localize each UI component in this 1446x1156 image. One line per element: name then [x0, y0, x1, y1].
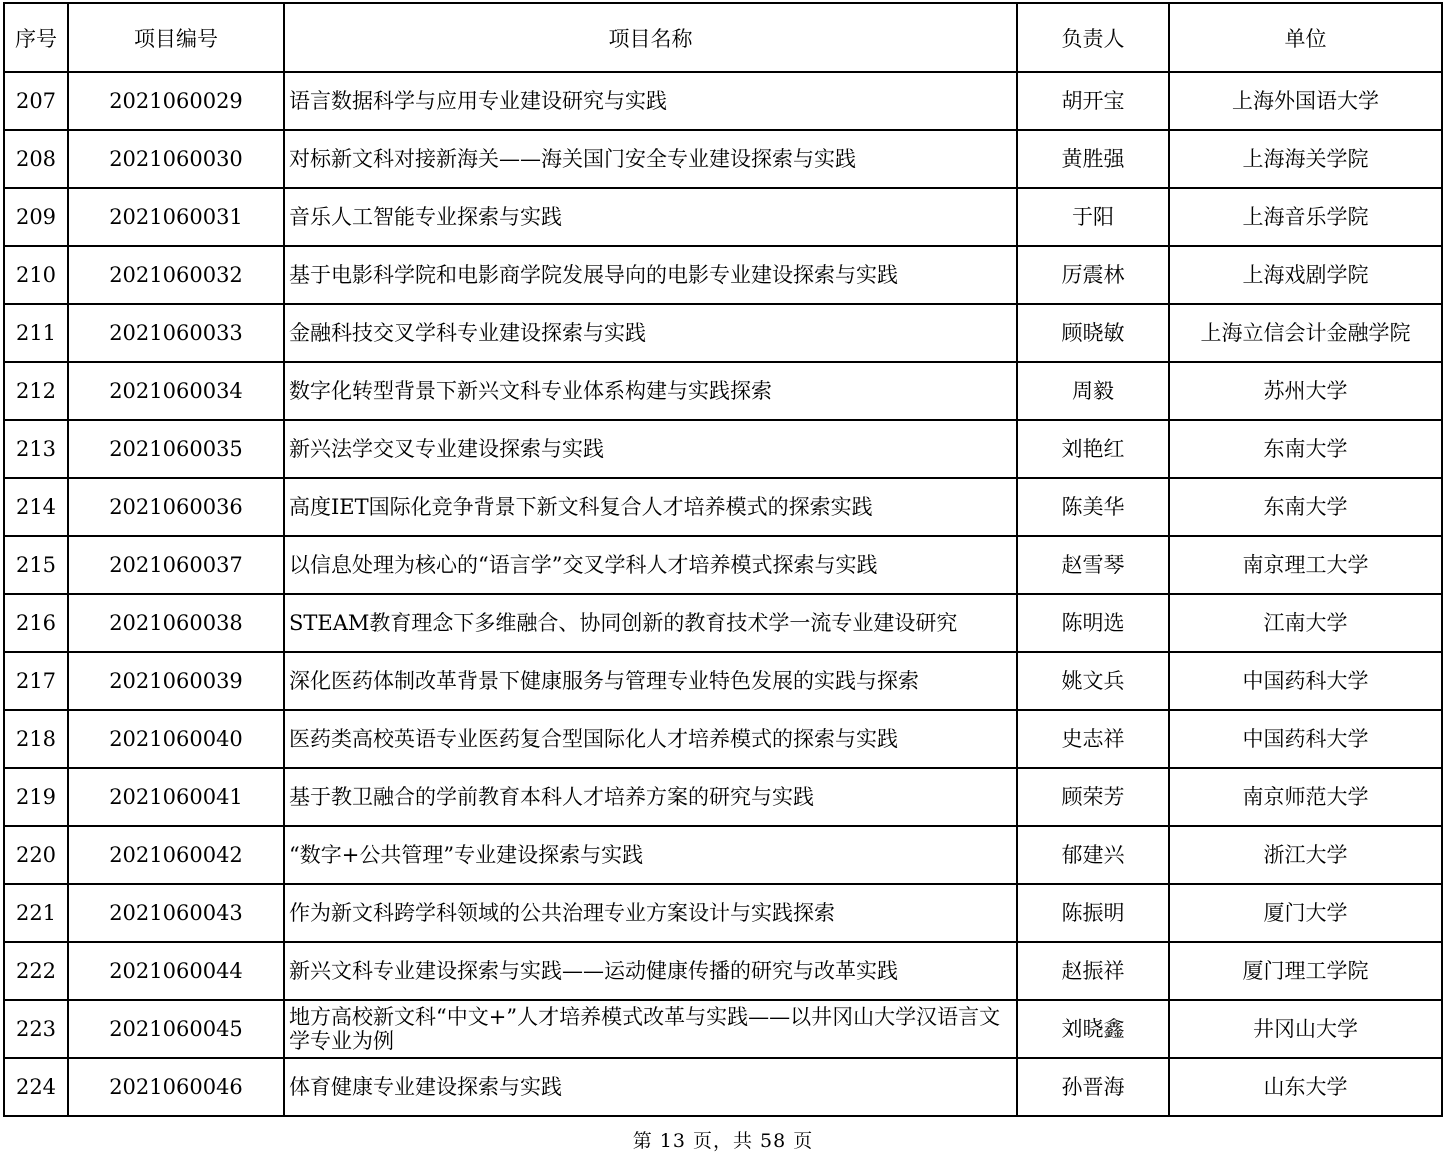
cell-project-code: 2021060039: [68, 652, 284, 710]
cell-project-code: 2021060032: [68, 246, 284, 304]
cell-project-code: 2021060041: [68, 768, 284, 826]
cell-seq: 215: [4, 536, 68, 594]
cell-seq: 209: [4, 188, 68, 246]
cell-unit: 上海戏剧学院: [1169, 246, 1442, 304]
cell-unit: 江南大学: [1169, 594, 1442, 652]
cell-project-code: 2021060033: [68, 304, 284, 362]
cell-seq: 208: [4, 130, 68, 188]
cell-seq: 224: [4, 1058, 68, 1116]
cell-seq: 222: [4, 942, 68, 1000]
cell-project-code: 2021060037: [68, 536, 284, 594]
cell-leader: 陈美华: [1017, 478, 1169, 536]
cell-seq: 218: [4, 710, 68, 768]
cell-project-code: 2021060046: [68, 1058, 284, 1116]
table-row: [4, 536, 1442, 594]
cell-project-name: 数字化转型背景下新兴文科专业体系构建与实践探索: [284, 362, 1017, 420]
cell-unit: 南京理工大学: [1169, 536, 1442, 594]
cell-seq: 220: [4, 826, 68, 884]
cell-project-code: 2021060042: [68, 826, 284, 884]
project-table: [3, 2, 1443, 1117]
cell-project-name: 对标新文科对接新海关——海关国门安全专业建设探索与实践: [284, 130, 1017, 188]
cell-project-code: 2021060031: [68, 188, 284, 246]
table-row: [4, 710, 1442, 768]
table-row: [4, 594, 1442, 652]
cell-project-name: 新兴法学交叉专业建设探索与实践: [284, 420, 1017, 478]
cell-project-name: 高度IET国际化竞争背景下新文科复合人才培养模式的探索实践: [284, 478, 1017, 536]
table-row: [4, 246, 1442, 304]
header-project-code: 项目编号: [68, 3, 284, 72]
cell-seq: 210: [4, 246, 68, 304]
cell-leader: 孙晋海: [1017, 1058, 1169, 1116]
cell-seq: 213: [4, 420, 68, 478]
cell-seq: 207: [4, 72, 68, 130]
cell-leader: 厉震林: [1017, 246, 1169, 304]
table-row: [4, 420, 1442, 478]
cell-project-code: 2021060030: [68, 130, 284, 188]
cell-leader: 郁建兴: [1017, 826, 1169, 884]
table-row: [4, 826, 1442, 884]
cell-project-name: 体育健康专业建设探索与实践: [284, 1058, 1017, 1116]
header-project-name: 项目名称: [284, 3, 1017, 72]
cell-project-code: 2021060035: [68, 420, 284, 478]
cell-leader: 姚文兵: [1017, 652, 1169, 710]
table-row: [4, 130, 1442, 188]
cell-leader: 顾晓敏: [1017, 304, 1169, 362]
cell-project-code: 2021060036: [68, 478, 284, 536]
cell-seq: 212: [4, 362, 68, 420]
project-table-container: [3, 2, 1441, 1117]
cell-project-code: 2021060029: [68, 72, 284, 130]
cell-seq: 219: [4, 768, 68, 826]
header-unit: 单位: [1169, 3, 1442, 72]
cell-seq: 214: [4, 478, 68, 536]
cell-project-code: 2021060045: [68, 1000, 284, 1058]
header-leader: 负责人: [1017, 3, 1169, 72]
cell-project-code: 2021060044: [68, 942, 284, 1000]
cell-leader: 于阳: [1017, 188, 1169, 246]
cell-seq: 216: [4, 594, 68, 652]
cell-unit: 中国药科大学: [1169, 710, 1442, 768]
table-row: [4, 1000, 1442, 1058]
table-row: [4, 942, 1442, 1000]
cell-leader: 史志祥: [1017, 710, 1169, 768]
cell-seq: 223: [4, 1000, 68, 1058]
cell-project-code: 2021060043: [68, 884, 284, 942]
table-row: [4, 72, 1442, 130]
cell-project-name: “数字+公共管理”专业建设探索与实践: [284, 826, 1017, 884]
cell-leader: 赵振祥: [1017, 942, 1169, 1000]
cell-leader: 黄胜强: [1017, 130, 1169, 188]
cell-unit: 苏州大学: [1169, 362, 1442, 420]
page-footer: 第 13 页，共 58 页: [632, 1130, 814, 1152]
cell-unit: 中国药科大学: [1169, 652, 1442, 710]
cell-project-name: 基于电影科学院和电影商学院发展导向的电影专业建设探索与实践: [284, 246, 1017, 304]
table-row: [4, 1058, 1442, 1116]
cell-project-name: 新兴文科专业建设探索与实践——运动健康传播的研究与改革实践: [284, 942, 1017, 1000]
cell-unit: 井冈山大学: [1169, 1000, 1442, 1058]
header-seq: 序号: [4, 3, 68, 72]
cell-unit: 上海音乐学院: [1169, 188, 1442, 246]
table-row: [4, 768, 1442, 826]
cell-seq: 211: [4, 304, 68, 362]
table-row: [4, 362, 1442, 420]
cell-unit: 浙江大学: [1169, 826, 1442, 884]
cell-leader: 刘晓鑫: [1017, 1000, 1169, 1058]
cell-leader: 周毅: [1017, 362, 1169, 420]
cell-project-name: 金融科技交叉学科专业建设探索与实践: [284, 304, 1017, 362]
table-row: [4, 188, 1442, 246]
cell-project-name: 基于教卫融合的学前教育本科人才培养方案的研究与实践: [284, 768, 1017, 826]
cell-project-name: STEAM教育理念下多维融合、协同创新的教育技术学一流专业建设研究: [284, 594, 1017, 652]
cell-project-name: 深化医药体制改革背景下健康服务与管理专业特色发展的实践与探索: [284, 652, 1017, 710]
cell-leader: 胡开宝: [1017, 72, 1169, 130]
cell-unit: 厦门理工学院: [1169, 942, 1442, 1000]
cell-project-name: 作为新文科跨学科领域的公共治理专业方案设计与实践探索: [284, 884, 1017, 942]
cell-project-code: 2021060040: [68, 710, 284, 768]
cell-leader: 赵雪琴: [1017, 536, 1169, 594]
table-row: [4, 884, 1442, 942]
cell-unit: 上海海关学院: [1169, 130, 1442, 188]
cell-seq: 217: [4, 652, 68, 710]
cell-leader: 顾荣芳: [1017, 768, 1169, 826]
cell-unit: 上海外国语大学: [1169, 72, 1442, 130]
cell-unit: 厦门大学: [1169, 884, 1442, 942]
cell-unit: 东南大学: [1169, 478, 1442, 536]
table-row: [4, 304, 1442, 362]
cell-project-name: 地方高校新文科“中文+”人才培养模式改革与实践——以井冈山大学汉语言文学专业为例: [284, 1000, 1017, 1058]
cell-unit: 东南大学: [1169, 420, 1442, 478]
cell-leader: 陈振明: [1017, 884, 1169, 942]
cell-unit: 山东大学: [1169, 1058, 1442, 1116]
cell-leader: 刘艳红: [1017, 420, 1169, 478]
cell-project-code: 2021060038: [68, 594, 284, 652]
cell-project-name: 以信息处理为核心的“语言学”交叉学科人才培养模式探索与实践: [284, 536, 1017, 594]
table-row: [4, 478, 1442, 536]
cell-leader: 陈明选: [1017, 594, 1169, 652]
cell-project-name: 医药类高校英语专业医药复合型国际化人才培养模式的探索与实践: [284, 710, 1017, 768]
cell-unit: 上海立信会计金融学院: [1169, 304, 1442, 362]
cell-project-name: 音乐人工智能专业探索与实践: [284, 188, 1017, 246]
cell-project-code: 2021060034: [68, 362, 284, 420]
cell-seq: 221: [4, 884, 68, 942]
cell-unit: 南京师范大学: [1169, 768, 1442, 826]
cell-project-name: 语言数据科学与应用专业建设研究与实践: [284, 72, 1017, 130]
table-row: [4, 652, 1442, 710]
table-header-row: [4, 3, 1442, 72]
